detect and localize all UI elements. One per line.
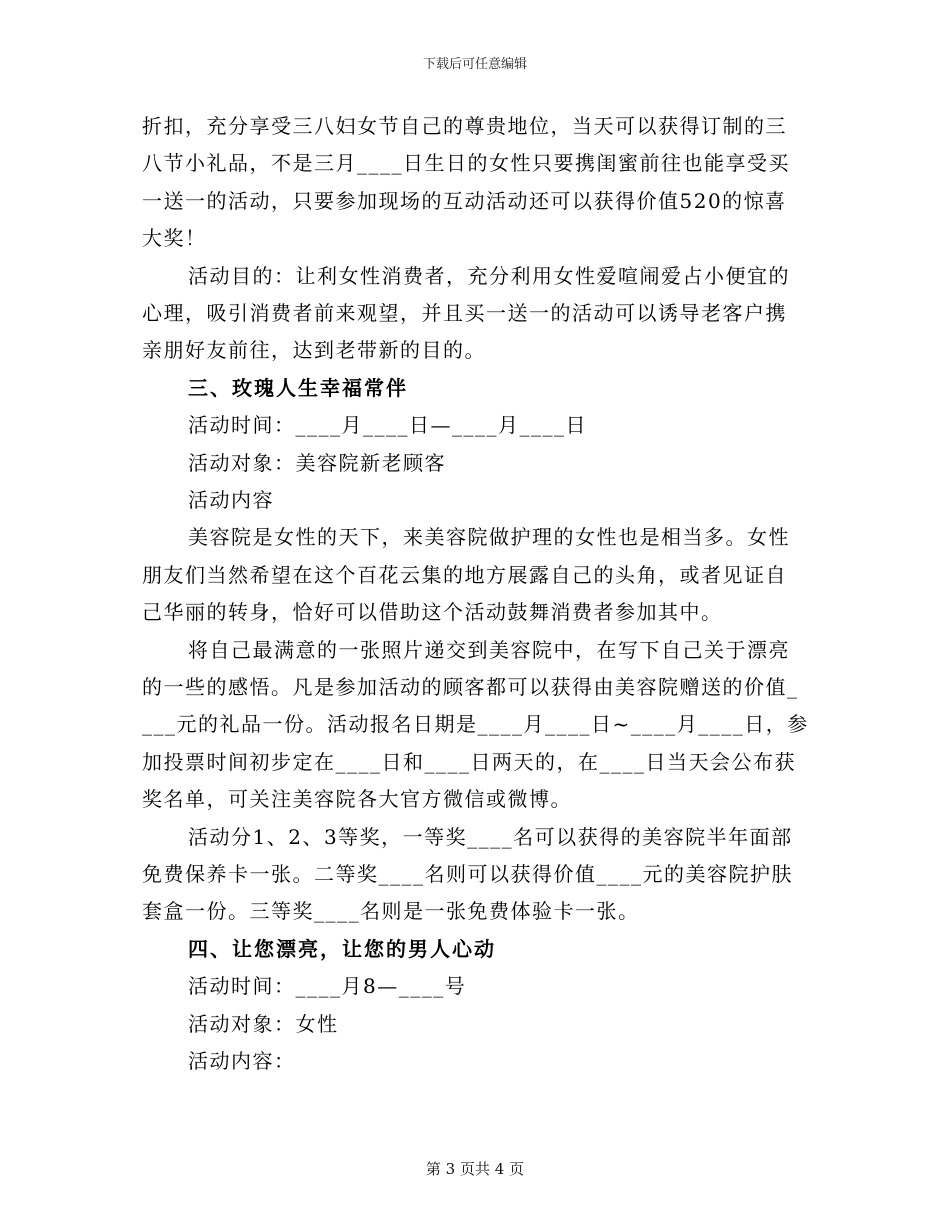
paragraph-line: 美容院是女性的天下，来美容院做护理的女性也是相当多。女性 xyxy=(188,525,790,550)
paragraph-line: 折扣，充分享受三八妇女节自己的尊贵地位，当天可以获得订制的三 xyxy=(142,114,787,138)
paragraph-line: 亲朋好友前往，达到老带新的目的。 xyxy=(142,338,486,363)
paragraph-line: ___元的礼品一份。活动报名日期是____月____日~____月____日，参 xyxy=(142,712,809,737)
paragraph-line: 大奖！ xyxy=(142,226,207,251)
section-heading: 三、玫瑰人生幸福常伴 xyxy=(188,375,408,400)
paragraph-line: 加投票时间初步定在____日和____日两天的，在____日当天会公布获 xyxy=(142,749,796,774)
paragraph-line: 活动对象：女性 xyxy=(188,1011,339,1036)
paragraph-line: 套盒一份。三等奖____名则是一张免费体验卡一张。 xyxy=(142,899,640,924)
paragraph-line: 活动内容 xyxy=(188,488,274,512)
paragraph-line: 活动内容： xyxy=(188,1049,296,1073)
section-heading: 四、让您漂亮，让您的男人心动 xyxy=(188,936,496,961)
paragraph-line: 活动对象：美容院新老顾客 xyxy=(188,450,446,475)
paragraph-line: 免费保养卡一张。二等奖____名则可以获得价值____元的美容院护肤 xyxy=(142,862,793,886)
paragraph-line: 的一些的感悟。凡是参加活动的顾客都可以获得由美容院赠送的价值_ xyxy=(142,675,799,699)
page-footer: 第 3 页共 4 页 xyxy=(425,1160,525,1178)
paragraph-line: 朋友们当然希望在这个百花云集的地方展露自己的头角，或者见证自 xyxy=(142,562,787,587)
paragraph-line: 奖名单，可关注美容院各大官方微信或微博。 xyxy=(142,787,572,812)
paragraph-line: 一送一的活动，只要参加现场的互动活动还可以获得价值520的惊喜 xyxy=(142,188,787,213)
paragraph-line: 活动时间：____月8—____号 xyxy=(188,974,467,999)
page-header: 下载后可任意编辑 xyxy=(422,57,527,72)
paragraph-line: 八节小礼品，不是三月____日生日的女性只要携闺蜜前往也能享受买 xyxy=(142,151,790,176)
paragraph-line: 己华丽的转身，恰好可以借助这个活动鼓舞消费者参加其中。 xyxy=(142,600,723,625)
paragraph-line: 活动目的：让利女性消费者，充分利用女性爱喧闹爱占小便宜的 xyxy=(188,263,790,288)
paragraph-line: 活动时间：____月____日—____月____日 xyxy=(188,413,587,438)
paragraph-line: 活动分1、2、3等奖，一等奖____名可以获得的美容院半年面部 xyxy=(188,824,793,849)
paragraph-line: 将自己最满意的一张照片递交到美容院中，在写下自己关于漂亮 xyxy=(188,637,790,662)
paragraph-line: 心理，吸引消费者前来观望，并且买一送一的活动可以诱导老客户携 xyxy=(142,301,787,325)
